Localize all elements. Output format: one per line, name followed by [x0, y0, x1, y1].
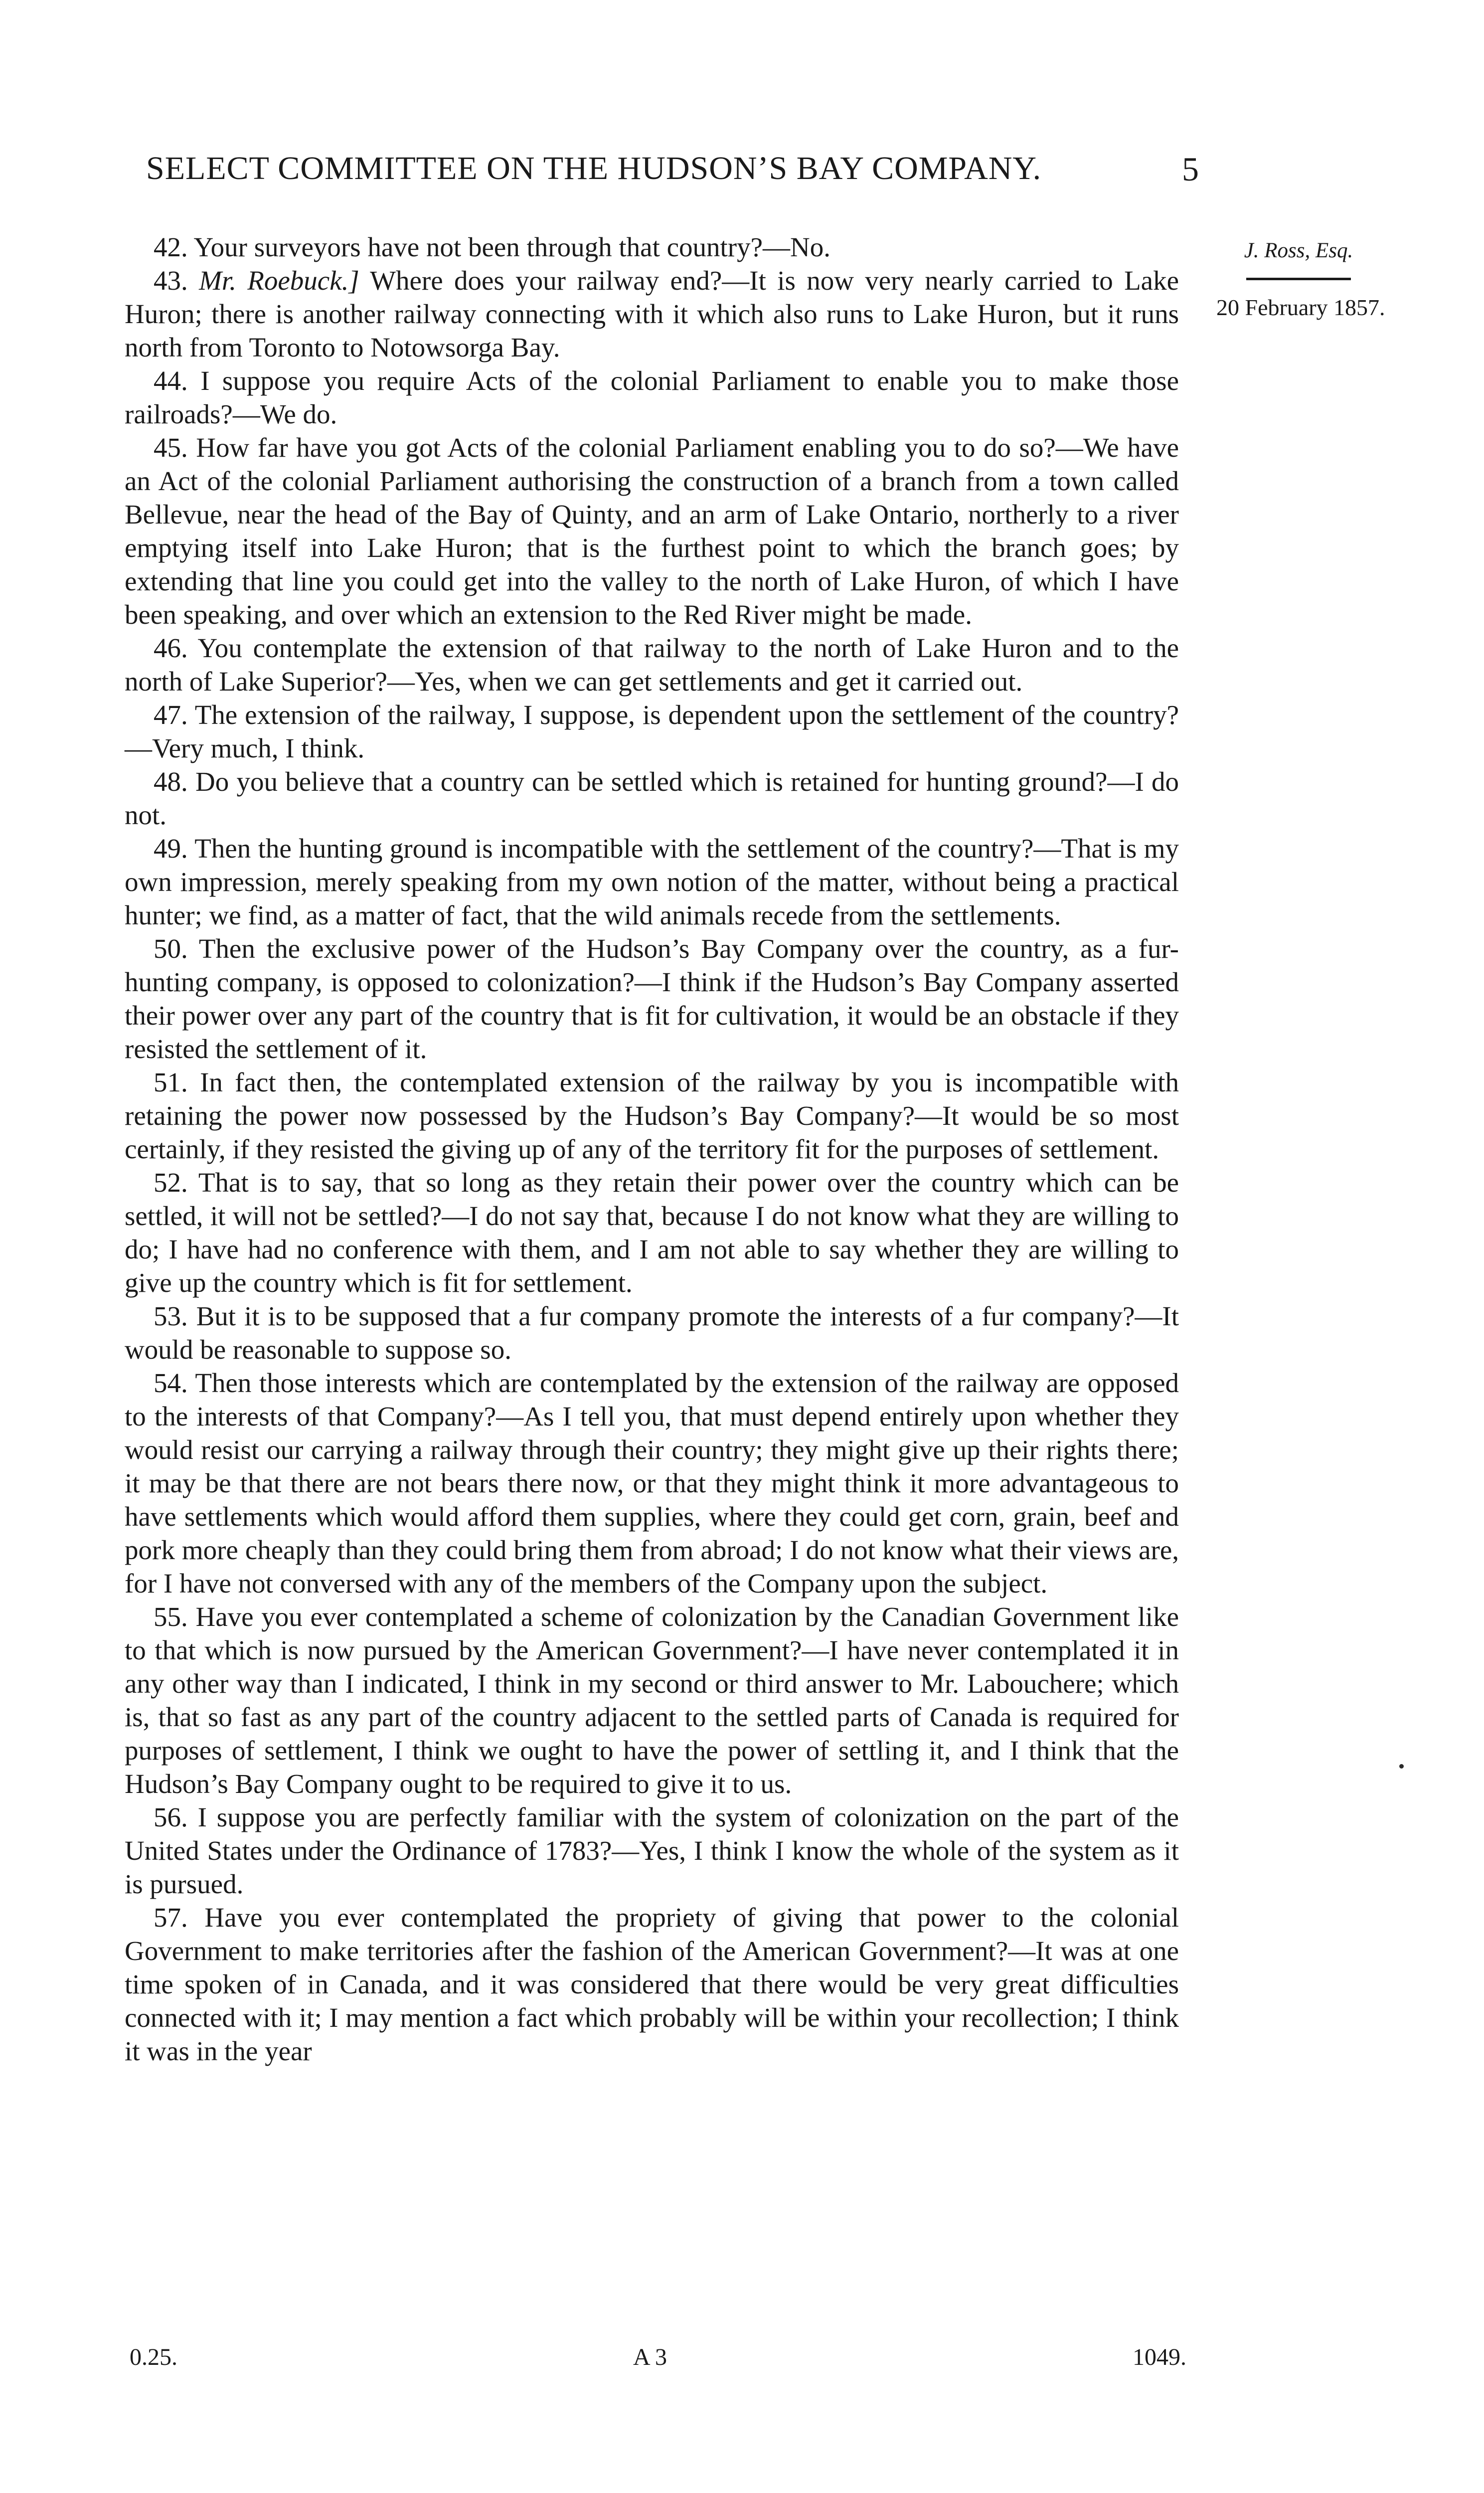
question-57 — [125, 1901, 1179, 2068]
question-number: 43. — [154, 265, 188, 296]
testimony-body — [125, 230, 1179, 2068]
stray-ink-dot — [1399, 1764, 1404, 1769]
question-49 — [125, 832, 1179, 932]
question-text: Then those interests which are contemplated by the extension of the railway are opposed to the interests of that Company?—As I tell you, that must depend entirely upon whether they would resist our carrying a railway through their country; they might give up their rights there; it may be that there are not bears there now, or that they might think it more advantageous to have settlements which would afford them supplies, where they could get corn, grain, beef and pork more cheaply than they could bring them from abroad; I do not know what their views are, for I have not conversed with any of the members of the Company upon the subject. — [125, 1368, 1179, 1599]
question-46 — [125, 631, 1179, 698]
page-header — [142, 150, 1199, 194]
question-number: 46. — [154, 633, 188, 663]
sequence-number: 1049. — [1133, 2344, 1186, 2370]
question-text: That is to say, that so long as they retain their power over the country which can be settled, it will not be settled?—I do not say that, because I do not know what they are willing to do; I have had no conference with them, and I am not able to say whether they are willing to give up the country which is fit for settlement. — [125, 1167, 1179, 1298]
question-text: Then the exclusive power of the Hudson’s Bay Company over the country, as a fur-hunting company, is opposed to colonization?—I think if the Hudson’s Bay Company asserted their power over any part of the country that is fit for cultivation, it would be an obstacle if they resisted the settlement of it. — [125, 933, 1179, 1064]
running-title: SELECT COMMITTEE ON THE HUDSON’S BAY COMPANY. — [146, 150, 1042, 186]
question-number: 56. — [154, 1802, 188, 1832]
question-53 — [125, 1299, 1179, 1366]
date-note: 20 February 1857. — [1216, 295, 1385, 320]
question-50 — [125, 932, 1179, 1066]
paper-number: 0.25. — [130, 2344, 177, 2370]
question-text: Where does your railway end?—It is now very nearly carried to Lake Huron; there is another railway connecting with it which also runs to Lake Huron, but it runs north from Toronto to Notowsorga Bay. — [125, 265, 1179, 362]
question-text: In fact then, the contemplated extension of the railway by you is incompatible with retaining the power now possessed by the Hudson’s Bay Company?—It would be so most certainly, if they resisted the giving up of any of the territory fit for the purposes of settlement. — [125, 1067, 1179, 1164]
question-number: 44. — [154, 365, 188, 396]
question-text: How far have you got Acts of the colonial Parliament enabling you to do so?—We have an Act of the colonial Parliament authorising the construction of a branch from a town called Bellevue, near the head of the Bay of Quinty, and an arm of Lake Ontario, northerly to a river emptying itself into Lake Huron; that is the furthest point to which the branch goes; by extending that line you could get into the valley to the north of Lake Huron, of which I have been speaking, and over which an extension to the Red River might be made. — [125, 432, 1179, 630]
question-text: Your surveyors have not been through that country?—No. — [193, 232, 830, 262]
question-text: I suppose you are perfectly familiar with the system of colonization on the part of the United States under the Ordinance of 1783?—Yes, I think I know the whole of the system as it is pursued. — [125, 1802, 1179, 1899]
question-text: Then the hunting ground is incompatible with the settlement of the country?—That is my own impression, merely speaking from my own notion of the matter, without being a practical hunter; we find, as a matter of fact, that the wild animals recede from the settlements. — [125, 833, 1179, 930]
question-number: 52. — [154, 1167, 188, 1198]
question-55 — [125, 1600, 1179, 1800]
page-footer — [130, 2343, 1186, 2378]
question-48 — [125, 765, 1179, 832]
question-51 — [125, 1066, 1179, 1166]
signature-mark: A 3 — [633, 2344, 667, 2370]
question-44 — [125, 364, 1179, 431]
question-number: 49. — [154, 833, 188, 864]
question-43 — [125, 264, 1179, 364]
question-number: 54. — [154, 1368, 188, 1398]
witness-note: J. Ross, Esq. — [1244, 239, 1353, 262]
question-number: 50. — [154, 933, 188, 964]
question-text: Do you believe that a country can be settled which is retained for hunting ground?—I do not. — [125, 766, 1179, 830]
question-number: 53. — [154, 1301, 188, 1331]
question-56 — [125, 1800, 1179, 1901]
question-text: Have you ever contemplated a scheme of colonization by the Canadian Government like to that which is now pursued by the American Government?—I have never contemplated it in any other way than I indicated, I think in my second or third answer to Mr. Labouchere; which is, that so fast as any part of the country adjacent to the settled parts of Canada is required for purposes of settlement, I think we ought to have the power of settling it, and I think that the Hudson’s Bay Company ought to be required to give it to us. — [125, 1602, 1179, 1799]
page-number: 5 — [1182, 150, 1199, 188]
question-number: 48. — [154, 766, 188, 797]
question-number: 45. — [154, 432, 188, 463]
question-47 — [125, 698, 1179, 765]
question-text: The extension of the railway, I suppose, is dependent upon the settlement of the country?—Very much, I think. — [125, 700, 1179, 763]
question-text: But it is to be supposed that a fur company promote the interests of a fur company?—It would be reasonable to suppose so. — [125, 1301, 1179, 1365]
question-number: 57. — [154, 1902, 188, 1933]
questioner: Mr. Roebuck.] — [199, 265, 359, 296]
question-number: 42. — [154, 232, 188, 262]
question-number: 55. — [154, 1602, 188, 1632]
question-52 — [125, 1166, 1179, 1299]
question-54 — [125, 1366, 1179, 1600]
question-text: I suppose you require Acts of the colonial Parliament to enable you to make those railroads?—We do. — [125, 365, 1179, 429]
question-number: 51. — [154, 1067, 188, 1097]
margin-rule — [1246, 278, 1351, 280]
question-42 — [125, 230, 1179, 264]
question-text: Have you ever contemplated the propriety of giving that power to the colonial Government to make territories after the fashion of the American Government?—It was at one time spoken of in Canada, and it was considered that there would be very great difficulties connected with it; I may mention a fact which probably will be within your recollection; I think it was in the year — [125, 1902, 1179, 2066]
question-number: 47. — [154, 700, 188, 730]
question-text: You contemplate the extension of that railway to the north of Lake Huron and to the north of Lake Superior?—Yes, when we can get settlements and get it carried out. — [125, 633, 1179, 697]
question-45 — [125, 431, 1179, 631]
